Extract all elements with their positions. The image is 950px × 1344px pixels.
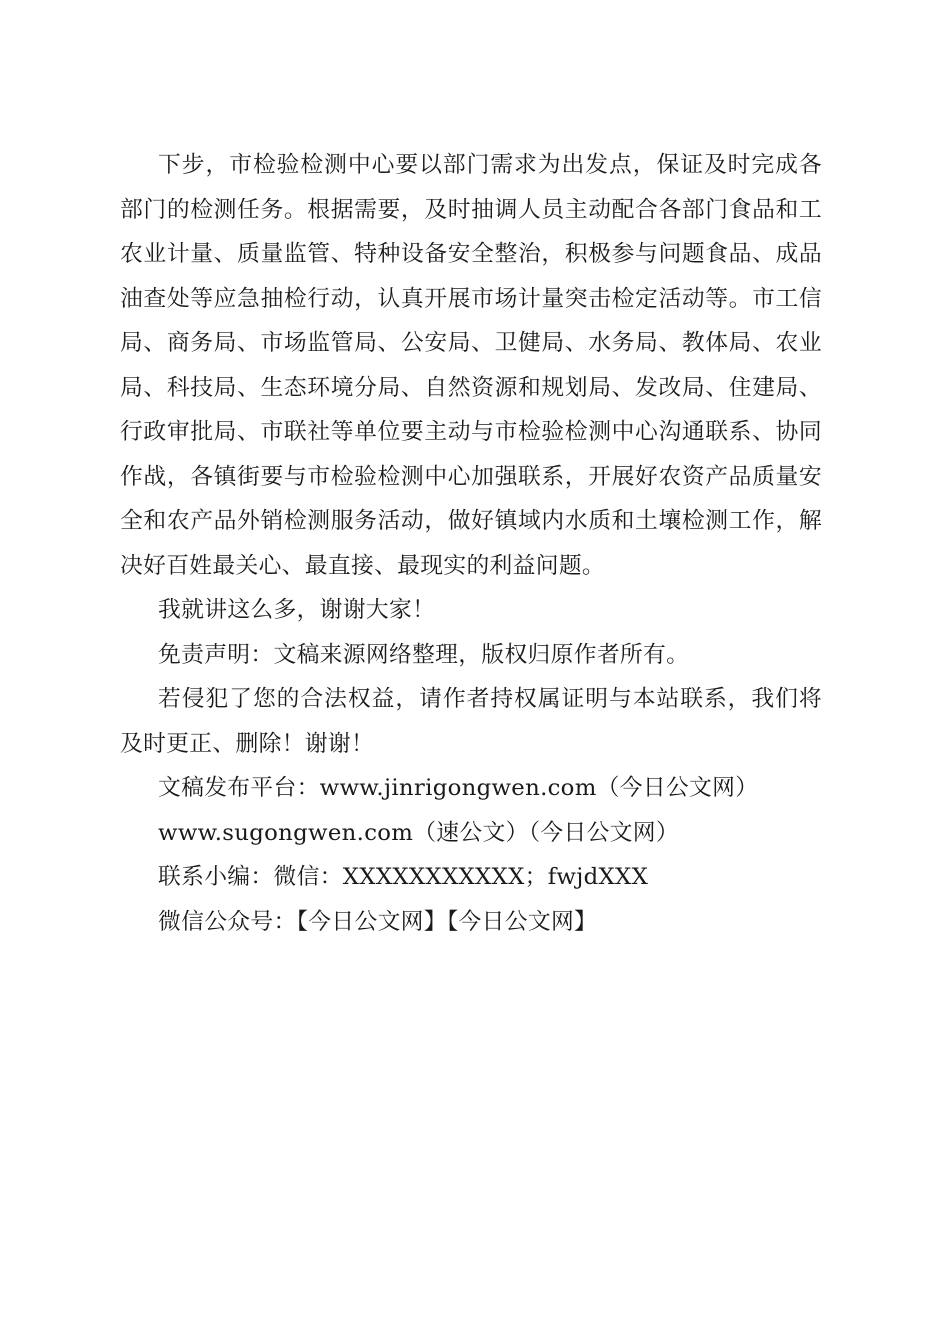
body-paragraph-closing: 我就讲这么多，谢谢大家！ (158, 597, 436, 623)
document-body (120, 143, 822, 944)
disclaimer-text: 免责声明：文稿来源网络整理，版权归原作者所有。 (158, 641, 690, 668)
wechat-account-line: 微信公众号：【今日公文网】【今日公文网】 (158, 908, 598, 935)
secondary-site-line: www.sugongwen.com（速公文）（今日公文网） (158, 819, 679, 846)
body-paragraph-main: 下步，市检验检测中心要以部门需求为出发点，保证及时完成各部门的检测任务。根据需要，及时抽调人员主动配合各部门食品和工农业计量、质量监管、特种设备安全整治，积极参与问题食品、成品油查处等应急抽检行动，认真开展市场计量突击检定活动等。市工信局、商务局、市场监管局、公安局、卫健局、水务局、教体局、农业局、科技局、生态环境分局、自然资源和规划局、发改局、住建局、行政审批局、市联社等单位要主动与市检验检测中心沟通联系、协同作战，各镇街要与市检验检测中心加强联系，开展好农资产品质量安全和农产品外销检测服务活动，做好镇域内水质和土壤检测工作，解决好百姓最关心、最直接、最现实的利益问题。 (120, 152, 822, 579)
editor-contact-line: 联系小编：微信：XXXXXXXXXXX；fwjdXXX (158, 864, 649, 890)
infringement-notice: 若侵犯了您的合法权益，请作者持权属证明与本站联系，我们将及时更正、删除！谢谢！ (120, 686, 822, 757)
publish-platform-line: 文稿发布平台：www.jinrigongwen.com（今日公文网） (158, 775, 759, 801)
